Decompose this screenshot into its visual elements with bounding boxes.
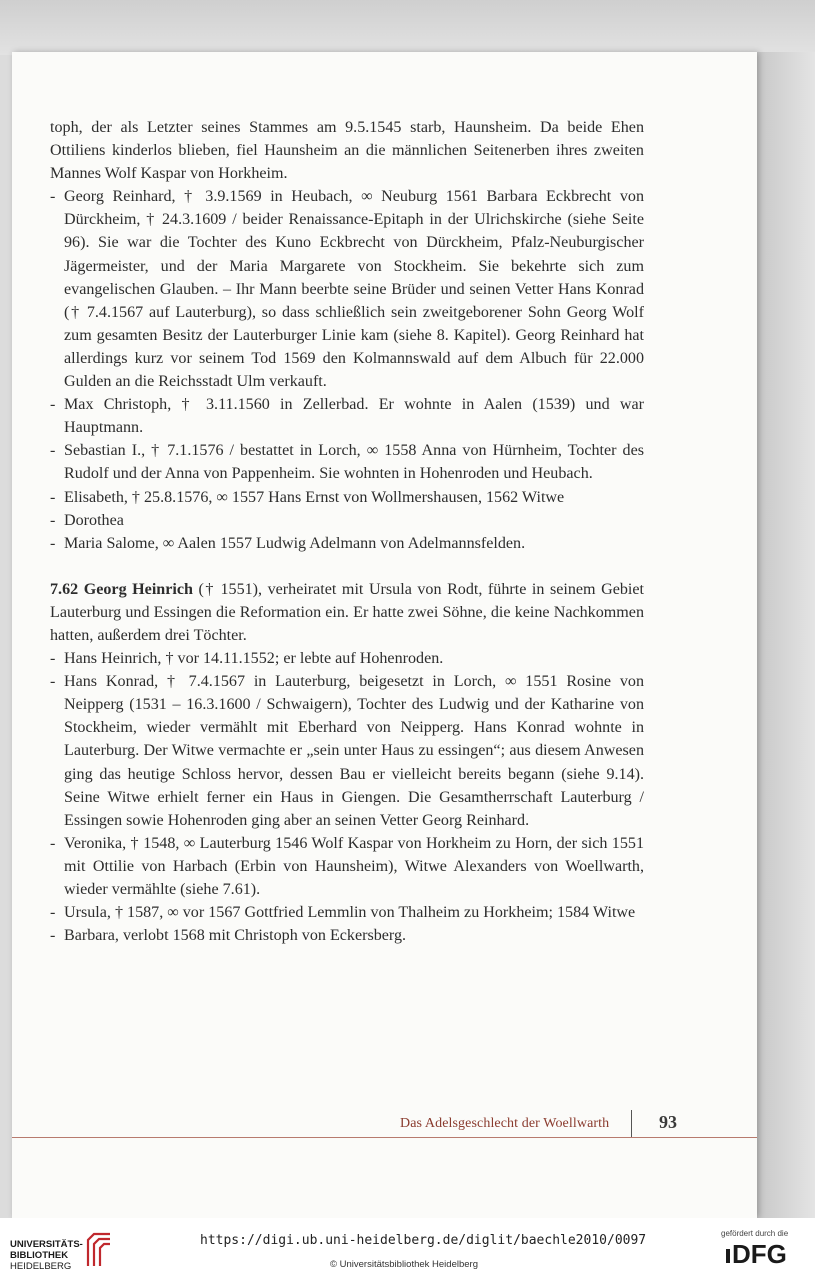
list-item-text: Ursula, † 1587, ∞ vor 1567 Gottfried Lemmlin von Thalheim zu Horkheim; 1584 Witwe bbox=[64, 904, 636, 922]
library-line: HEIDELBERG bbox=[10, 1261, 72, 1272]
list-dash: - bbox=[50, 442, 56, 460]
paragraph-continuation bbox=[50, 116, 644, 185]
funder-label: gefördert durch die bbox=[721, 1229, 789, 1238]
body-text bbox=[50, 116, 644, 947]
list-item bbox=[50, 647, 644, 670]
list-item-text: Max Christoph, † 3.11.1560 in Zellerbad. Er wohnte in Aalen (1539) und war Hauptmann. bbox=[64, 396, 644, 437]
text-line: toph, der als Letzter seines Stammes am 9.5.1545 starb, Haunsheim. Da beide bbox=[50, 119, 603, 136]
dfg-logo-text: DFG bbox=[732, 1240, 787, 1266]
list-item-text: Georg Reinhard, † 3.9.1569 in Heubach, ∞ Neuburg 1561 Barbara Eckbrecht von Dürckheim, † 24.3.1609 / beider Renaissance-Epitaph in der Ulrichskirche (siehe Seite 96). Sie war die Tochter des Kuno Eckbrecht von Dürckheim, Pfalz-Neuburgischer Jägermeister, und der Maria Margarete von Stockheim. Sie bekehrte sich zum evangelischen Glauben. – Ihr Mann beerbte seine Brüder und seinen Vetter Hans Konrad († 7.4.1567 auf Lauterburg), so dass schließlich sein zweitgeborener Sohn Georg Wolf zum gesamten Besitz der Lauterburger Linie kam (siehe 8. Kapitel). Georg Reinhard hat allerdings kurz vor seinem Tod 1569 den Kolmannswald auf dem Albuch für 22.000 Gulden an die Reichsstadt Ulm verkauft. bbox=[64, 188, 644, 391]
list-item bbox=[50, 486, 644, 509]
scan-top-shade bbox=[0, 0, 815, 55]
list-dash: - bbox=[50, 834, 56, 852]
list-dash: - bbox=[50, 650, 56, 668]
list-dash: - bbox=[50, 511, 56, 529]
text-line: ihres zweiten Mannes Wolf Kaspar von Horkheim. bbox=[50, 142, 644, 183]
library-mark-icon bbox=[82, 1230, 116, 1270]
section-intro: († 1551), verheiratet mit Ursula von Rodt, führte in seinem Gebiet Lauterburg und Essingen die Reformation ein. Er hatte zwei Söhne, die keine Nachkommen hatten, außerdem drei Töchter. bbox=[50, 580, 644, 644]
library-line: BIBLIOTHEK bbox=[10, 1250, 69, 1261]
library-logo-text[interactable] bbox=[10, 1239, 83, 1272]
list-item-text: Hans Heinrich, † vor 14.11.1552; er lebte auf Hohenroden. bbox=[64, 650, 444, 668]
list-item-text: Elisabeth, † 25.8.1576, ∞ 1557 Hans Ernst von Wollmershausen, 1562 Witwe bbox=[64, 488, 565, 506]
book-page bbox=[12, 52, 757, 1218]
list-item bbox=[50, 393, 644, 439]
bottom-rule bbox=[12, 1137, 757, 1138]
list-dash: - bbox=[50, 534, 56, 552]
section-paragraph bbox=[50, 578, 644, 647]
text-line: Ehen Ottiliens kinderlos blieben, fiel Haunsheim an die männlichen Seitenerben bbox=[50, 119, 644, 160]
list-item-text: Sebastian I., † 7.1.1576 / bestattet in Lorch, ∞ 1558 Anna von Hürnheim, Tochter des Rudolf und der Anna von Pappenheim. Sie wohnten in Hohenroden und Heubach. bbox=[64, 442, 644, 483]
dfg-logo[interactable] bbox=[726, 1240, 802, 1266]
list-dash: - bbox=[50, 904, 56, 922]
list-item bbox=[50, 670, 644, 832]
copyright-notice: © Universitätsbibliothek Heidelberg bbox=[330, 1259, 478, 1270]
dfg-logo-bar bbox=[726, 1249, 730, 1263]
list-dash: - bbox=[50, 488, 56, 506]
list-item bbox=[50, 924, 644, 947]
list-item bbox=[50, 509, 644, 532]
section-gap bbox=[50, 555, 644, 578]
page-number: 93 bbox=[659, 1112, 677, 1132]
footer-divider bbox=[631, 1110, 632, 1138]
list-item-text: Barbara, verlobt 1568 mit Christoph von Eckersberg. bbox=[64, 927, 407, 945]
list-item bbox=[50, 832, 644, 901]
list-item bbox=[50, 532, 644, 555]
list-item-text: Maria Salome, ∞ Aalen 1557 Ludwig Adelmann von Adelmannsfelden. bbox=[64, 534, 526, 552]
list-dash: - bbox=[50, 188, 56, 206]
list-dash: - bbox=[50, 396, 56, 414]
list-dash: - bbox=[50, 673, 56, 691]
section-heading: Georg Heinrich bbox=[83, 580, 193, 598]
section-number: 7.62 bbox=[50, 580, 79, 598]
viewer-footer bbox=[0, 1218, 815, 1279]
page-edge bbox=[757, 52, 815, 1218]
list-dash: - bbox=[50, 927, 56, 945]
list-item-text: Veronika, † 1548, ∞ Lauterburg 1546 Wolf Kaspar von Horkheim zu Horn, der sich 1551 mit Ottilie von Harbach (Erbin von Haunsheim), Witwe Alexanders von Woellwarth, wieder vermählte (siehe 7.61). bbox=[64, 834, 644, 898]
page-url[interactable]: https://digi.ub.uni-heidelberg.de/diglit/baechle2010/0097 bbox=[200, 1233, 647, 1248]
list-item-text: Hans Konrad, † 7.4.1567 in Lauterburg, beigesetzt in Lorch, ∞ 1551 Rosine von Neipperg (1531 – 16.3.1600 / Schwaigern), Tochter des Ludwig und der Katharine von Stockheim, wieder vermählt mit Eberhard von Neipperg. Hans Konrad wohnte in Lauterburg. Der Witwe vermachte er „sein unter Haus zu essingen“; aus diesem Anwesen ging das heutige Schloss hervor, dessen Bau er vielleicht bereits begann (siehe 9.14). Seine Witwe erhielt ferner ein Haus in Giengen. Die Gesamtherrschaft Lauterburg / Essingen sowie Hohenroden ging aber an seinen Vetter Georg Reinhard. bbox=[64, 673, 644, 829]
library-line: UNIVERSITÄTS- bbox=[10, 1239, 83, 1250]
list-item-text: Dorothea bbox=[64, 511, 124, 529]
list-item bbox=[50, 185, 644, 393]
running-title: Das Adelsgeschlecht der Woellwarth bbox=[400, 1116, 610, 1131]
list-item bbox=[50, 901, 644, 924]
list-item bbox=[50, 439, 644, 485]
